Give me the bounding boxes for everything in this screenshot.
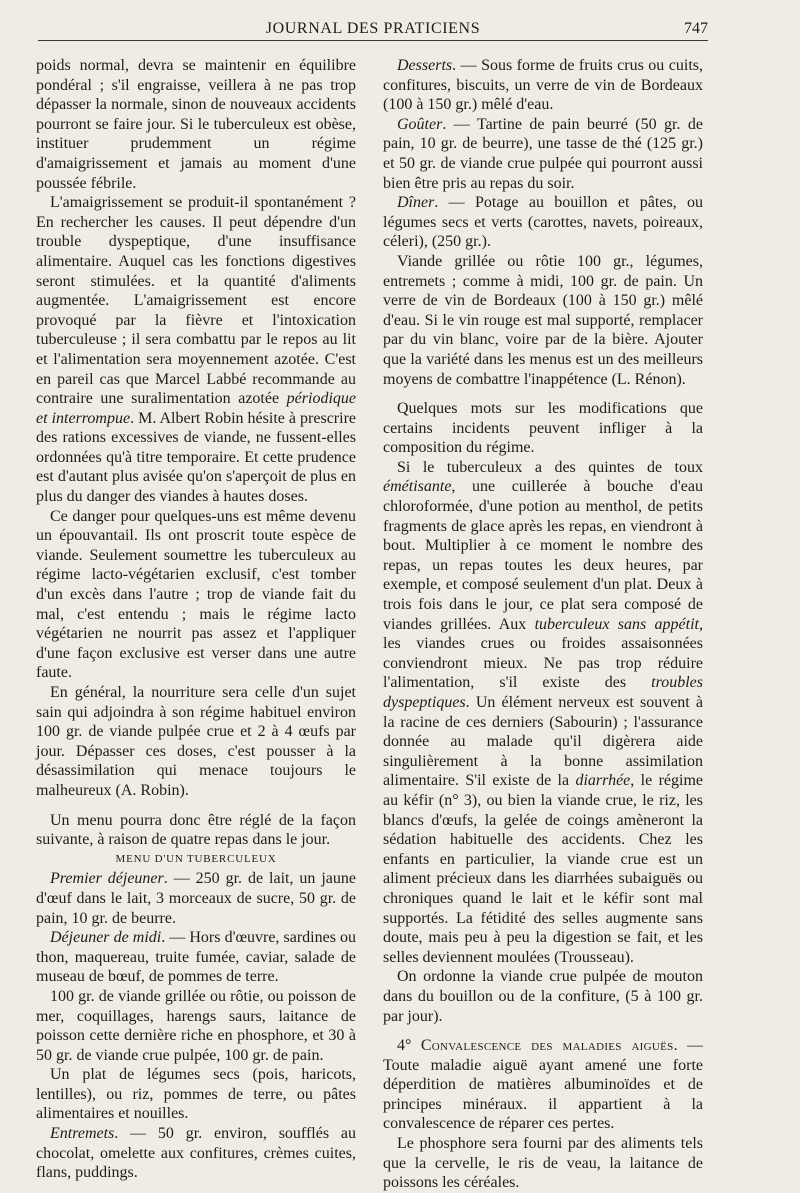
- menu-item: [383, 56, 703, 115]
- menu-item-label: Goûter: [397, 115, 443, 133]
- italic-phrase: diarrhée: [575, 772, 631, 790]
- section-title: Convalescence des maladies aiguës: [420, 1037, 674, 1055]
- menu-item: [36, 1124, 356, 1183]
- paragraph-text: On ordonne la viande crue pulpée de mouton dans du bouillon ou de la confiture, (5 à 100 gr. par jour).: [383, 968, 703, 1025]
- section-paragraph: [383, 1036, 703, 1134]
- paragraph-text: , une cuillerée à bouche d'eau chloroformée, d'une potion au menthol, de petits fragments de glace après les repas, en viendront à bout. Multiplier à ce moment le nombre des repas, un repas toutes les deux heures, par exemple, et composé seulement d'un plat. Deux à trois fois dans le jour, ce plat sera composé de viandes grillées. Aux: [383, 478, 703, 633]
- section-subheading: MENU D'UN TUBERCULEUX: [115, 852, 277, 865]
- paragraph-text: Un menu pourra donc être réglé de la façon suivante, à raison de quatre repas dans le jour.: [36, 811, 356, 849]
- page-number: 747: [684, 20, 708, 37]
- menu-item-text: . — Hors d'œuvre, sardines ou thon, maquereau, truite fumée, caviar, salade de museau de bœuf, de pommes de terre.: [36, 929, 357, 986]
- paragraph: [36, 683, 356, 801]
- menu-item: [383, 193, 703, 252]
- paragraph: [383, 458, 703, 967]
- paragraph-text: Quelques mots sur les modifications que certains incidents peuvent infliger à la composition du régime.: [383, 400, 703, 457]
- menu-item-text: . — Potage au bouillon et pâtes, ou légumes secs et verts (carottes, navets, poireaux, céleri), (250 gr.).: [383, 194, 703, 251]
- menu-item-text: . — Tartine de pain beurré (50 gr. de pain, 10 gr. de beurre), une tasse de thé (125 gr.) et 50 gr. de viande crue pulpée qui pourront aussi bien être pris au repas du soir.: [383, 115, 703, 192]
- paragraph-text: Le phosphore sera fourni par des aliments tels que la cervelle, le ris de veau, la laitance de poissons les céréales.: [383, 1135, 703, 1192]
- paragraph-text: poids normal, devra se maintenir en équilibre pondéral ; s'il engraisse, veillera à ne pas trop dépasser la normale, sinon de nouveaux accidents pourront se faire jour. Si le tuberculeux est obèse, instituer prudemment un régime d'amaigrissement et jamais au moment d'une poussée fébrile.: [36, 57, 356, 192]
- section-number: 4°: [397, 1037, 412, 1055]
- menu-item: [383, 252, 703, 389]
- paragraph-text: , le régime au kéfir (n° 3), ou bien la viande crue, le riz, les blancs d'œufs, la gelée de coings amèneront la sédation habituelle des accidents. Chez les enfants en particulier, la viande crue est un aliment précieux dans les diarrhées subaiguës ou chroniques quand le lait et le kéfir sont mal supportés. La fétidité des selles augmente sans doute, mais peu à peu la digestion se fait, et les selles deviennent moulées (Trousseau).: [383, 772, 703, 966]
- paragraph-text: , les viandes crues ou froides assaisonnées conviendront mieux. Ne pas trop réduire l'alimentation, s'il existe des: [383, 615, 703, 692]
- right-column: [383, 56, 703, 1193]
- menu-item-label: Desserts: [397, 57, 453, 74]
- paragraph: [383, 967, 703, 1026]
- menu-item-label: Entremets: [50, 1125, 115, 1143]
- italic-phrase: troubles dyspeptiques: [383, 674, 703, 711]
- menu-item-text: Viande grillée ou rôtie 100 gr., légumes, entremets ; comme à midi, 100 gr. de pain. Un verre de vin de Bordeaux (100 à 150 gr.) mêlé d'eau. Si le vin rouge est mal supporté, remplacer par du vin blanc, voire par de la bière. Ajouter que la variété dans les menus est un des meilleurs moyens de combattre l'inappétence (L. Rénon).: [383, 252, 703, 388]
- menu-item-label: Premier déjeuner: [50, 870, 164, 888]
- menu-item-label: Déjeuner de midi: [50, 929, 162, 947]
- menu-item-text: . — 250 gr. de lait, un jaune d'œuf dans le lait, 3 morceaux de sucre, 50 gr. de pain, 10 gr. de beurre.: [36, 870, 357, 927]
- menu-item-label: Dîner: [397, 194, 435, 212]
- paragraph: [36, 507, 356, 683]
- menu-item: [36, 987, 356, 1065]
- paragraph: [36, 193, 356, 507]
- paragraph: [36, 56, 356, 193]
- paragraph-text: Si le tuberculeux a des quintes de toux: [397, 458, 703, 476]
- menu-item: [36, 1065, 356, 1124]
- paragraph: [36, 811, 356, 850]
- menu-item: [36, 928, 356, 987]
- left-column: [36, 56, 356, 1183]
- italic-phrase: tuberculeux sans appétit: [534, 615, 699, 633]
- journal-title: JOURNAL DES PRATICIENS: [265, 20, 481, 37]
- paragraph: [383, 1134, 703, 1193]
- paragraph-text: L'amaigrissement se produit-il spontanément ? En rechercher les causes. Il peut dépendre d'un trouble dyspeptique, d'une insuffisance alimentaire. Auquel cas les fonctions digestives seront stimulées. et la quantité d'aliments augmentée. L'amaigrissement est encore provoqué par la fièvre et l'intoxication tuberculeuse ; il sera combattu par le repos au lit et l'alimentation sera moyennement azotée. C'est en pareil cas que Marcel Labbé recommande au contraire une suralimentation azotée: [36, 194, 356, 408]
- menu-item-text: . — 50 gr. environ, soufflés au chocolat, omelette aux confitures, crèmes cuites, flans, puddings.: [36, 1125, 356, 1182]
- paragraph: [383, 399, 703, 458]
- paragraph-text: . M. Albert Robin hésite à prescrire des rations excessives de viande, ne fussent-elles ordonnées qu'à titre temporaire. Et cette prudence est d'autant plus avisée qu'on s'aperçoit de plus en plus du danger des viandes à hautes doses.: [36, 409, 356, 506]
- paragraph-text: . Un élément nerveux est souvent à la racine de ces derniers (Sabourin) ; l'assurance donnée au malade qu'il digèrera aide singulièrement à la bonne assimilation alimentaire. S'il existe de la: [383, 694, 703, 790]
- menu-item: [383, 115, 703, 193]
- italic-phrase: périodique et interrompue: [36, 390, 356, 427]
- paragraph-text: Ce danger pour quelques-uns est même devenu un épouvantail. Ils ont proscrit toute espèce de viande. Seulement soumettre les tuberculeux au régime lacto-végétarien exclusif, c'est tomber d'un excès dans l'autre ; trop de viande fait du mal, c'est entendu ; mais le régime lacto végétarien ne nourrit pas assez et l'appliquer d'une façon exclusive est verser dans une autre faute.: [36, 507, 356, 682]
- menu-item-text: . — Sous forme de fruits crus ou cuits, confitures, biscuits, un verre de vin de Bordeaux (100 à 150 gr.) mêlé d'eau.: [383, 57, 703, 114]
- running-header: [38, 18, 708, 41]
- menu-item: [36, 869, 356, 928]
- paragraph-text: En général, la nourriture sera celle d'un sujet sain qui adjoindra à son régime habituel environ 100 gr. de viande pulpée crue et 2 à 4 œufs par jour. Dépasser ces doses, c'est pousser à la désassimilation qui menace toujours le malheureux (A. Robin).: [36, 684, 356, 799]
- menu-item-text: Un plat de légumes secs (pois, haricots, lentilles), ou riz, pommes de terre, ou pâtes alimentaires et nouilles.: [36, 1066, 356, 1123]
- italic-phrase: émétisante: [383, 478, 452, 496]
- menu-item-text: 100 gr. de viande grillée ou rôtie, ou poisson de mer, coquillages, harengs saurs, laitance de poisson cette dernière riche en phosphore, et 30 à 50 gr. de viande crue pulpée, 100 gr. de pain.: [36, 987, 356, 1064]
- paragraph-text: . — Toute maladie aiguë ayant amené une forte déperdition de matières albuminoïdes et de principes minéraux. il appartient à la convalescence de réparer ces pertes.: [383, 1037, 703, 1133]
